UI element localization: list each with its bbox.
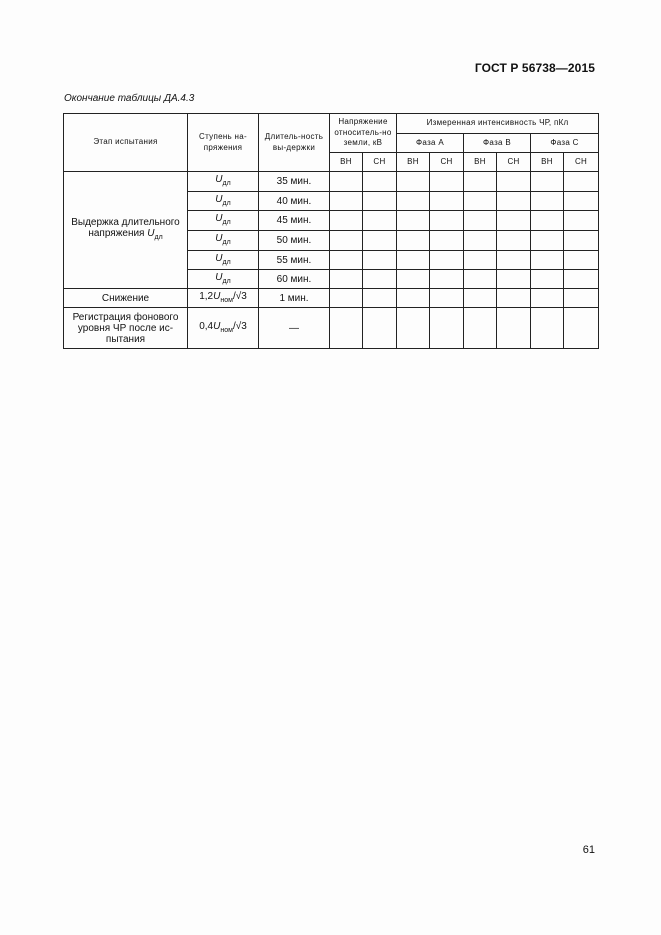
measurement-cell: [464, 231, 497, 251]
measurement-cell: [430, 270, 464, 289]
col-step-header: Ступень на-пряжения: [188, 114, 259, 172]
measurement-cell: [564, 231, 599, 251]
step-subscript: дл: [222, 239, 231, 246]
measurement-cell: [564, 172, 599, 192]
measurement-cell: [430, 251, 464, 270]
phase-c-header: Фаза С: [531, 134, 599, 153]
step-suffix: /√3: [232, 320, 247, 332]
measurement-cell: [497, 251, 531, 270]
hold-duration: 50 мин.: [259, 231, 330, 251]
step-variable: U: [215, 193, 223, 205]
step-variable: U: [215, 252, 223, 264]
step-subscript: дл: [222, 180, 231, 187]
measurement-cell: [363, 211, 397, 231]
voltage-sn-header: СН: [363, 153, 397, 172]
measurement-cell: [531, 289, 564, 308]
measurement-cell: [531, 192, 564, 211]
measurement-cell: [397, 192, 430, 211]
measurement-cell: [363, 192, 397, 211]
measurement-cell: [531, 231, 564, 251]
measurement-cell: [430, 192, 464, 211]
hold-step: [188, 192, 259, 211]
measurement-cell: [363, 270, 397, 289]
page-number: 61: [582, 844, 595, 856]
measurement-cell: [363, 172, 397, 192]
measurement-cell: [464, 192, 497, 211]
stage-hold-subscript: дл: [154, 234, 163, 241]
phase-c-vn-header: ВН: [531, 153, 564, 172]
measurement-cell: [330, 192, 363, 211]
background-duration: —: [259, 308, 330, 349]
measurement-cell: [564, 192, 599, 211]
step-variable: U: [213, 290, 221, 302]
measurement-cell: [330, 289, 363, 308]
step-variable: U: [215, 174, 223, 185]
measurement-cell: [464, 270, 497, 289]
phase-a-vn-header: ВН: [397, 153, 430, 172]
measurement-cell: [363, 251, 397, 270]
phase-b-vn-header: ВН: [464, 153, 497, 172]
test-table: [63, 113, 599, 349]
phase-c-sn-header: СН: [564, 153, 599, 172]
measurement-cell: [464, 172, 497, 192]
col-voltage-header: Напряжение относитель-но земли, кВ: [330, 114, 397, 153]
measurement-cell: [363, 231, 397, 251]
measurement-cell: [397, 289, 430, 308]
hold-step: [188, 251, 259, 270]
hold-duration: 55 мин.: [259, 251, 330, 270]
measurement-cell: [564, 270, 599, 289]
measurement-cell: [330, 270, 363, 289]
measurement-cell: [497, 270, 531, 289]
standard-header: ГОСТ Р 56738—2015: [474, 61, 595, 75]
stage-background: Регистрация фонового уровня ЧР после ис-пытания: [64, 308, 188, 349]
step-subscript: дл: [222, 258, 231, 266]
hold-row: [64, 172, 599, 192]
measurement-cell: [531, 308, 564, 349]
col-stage-header: Этап испытания: [64, 114, 188, 172]
step-variable: U: [215, 213, 223, 224]
measurement-cell: [397, 211, 430, 231]
hold-duration: 40 мин.: [259, 192, 330, 211]
measurement-cell: [464, 289, 497, 308]
measurement-cell: [397, 231, 430, 251]
measurement-cell: [430, 289, 464, 308]
step-variable: U: [215, 233, 223, 244]
background-step: [188, 308, 259, 349]
hold-step: [188, 172, 259, 192]
measurement-cell: [330, 308, 363, 349]
measurement-cell: [397, 172, 430, 192]
measurement-cell: [330, 172, 363, 192]
hold-duration: 45 мин.: [259, 211, 330, 231]
phase-b-sn-header: СН: [497, 153, 531, 172]
voltage-vn-header: ВН: [330, 153, 363, 172]
hold-step: [188, 211, 259, 231]
table-caption: Окончание таблицы ДА.4.3: [64, 93, 195, 104]
measurement-cell: [430, 172, 464, 192]
measurement-cell: [531, 211, 564, 231]
measurement-cell: [564, 211, 599, 231]
decrease-row: [64, 289, 599, 308]
measurement-cell: [397, 270, 430, 289]
measurement-cell: [430, 308, 464, 349]
measurement-cell: [497, 211, 531, 231]
step-subscript: ном: [220, 296, 233, 304]
stage-hold-text: Выдержка длительного напряжения: [71, 217, 180, 239]
measurement-cell: [531, 270, 564, 289]
hold-duration: 35 мин.: [259, 172, 330, 192]
hold-duration: 60 мин.: [259, 270, 330, 289]
table-header-row: [64, 114, 599, 134]
measurement-cell: [497, 192, 531, 211]
measurement-cell: [397, 308, 430, 349]
step-subscript: ном: [220, 326, 233, 334]
step-variable: U: [213, 320, 221, 332]
measurement-cell: [497, 308, 531, 349]
measurement-cell: [531, 251, 564, 270]
measurement-cell: [430, 231, 464, 251]
measurement-cell: [464, 211, 497, 231]
stage-hold-variable: U: [147, 228, 155, 239]
phase-b-header: Фаза В: [464, 134, 531, 153]
measurement-cell: [330, 211, 363, 231]
hold-step: [188, 270, 259, 289]
measurement-cell: [330, 231, 363, 251]
measurement-cell: [363, 308, 397, 349]
measurement-cell: [564, 308, 599, 349]
measurement-cell: [497, 231, 531, 251]
measurement-cell: [363, 289, 397, 308]
decrease-duration: 1 мин.: [259, 289, 330, 308]
step-subscript: дл: [222, 219, 231, 226]
phase-a-sn-header: СН: [430, 153, 464, 172]
table-body: [64, 172, 599, 349]
measurement-cell: [531, 172, 564, 192]
col-intensity-header: Измеренная интенсивность ЧР, пКл: [397, 114, 599, 134]
step-variable: U: [215, 271, 223, 283]
measurement-cell: [430, 211, 464, 231]
stage-hold: [64, 172, 188, 289]
measurement-cell: [397, 251, 430, 270]
step-suffix: /√3: [232, 290, 247, 302]
measurement-cell: [497, 172, 531, 192]
measurement-cell: [564, 251, 599, 270]
measurement-cell: [564, 289, 599, 308]
step-coefficient: 0,4: [199, 320, 214, 332]
step-coefficient: 1,2: [199, 290, 214, 302]
decrease-step: [188, 289, 259, 308]
phase-a-header: Фаза А: [397, 134, 464, 153]
measurement-cell: [330, 251, 363, 270]
step-subscript: дл: [222, 277, 231, 285]
col-duration-header: Длитель-ность вы-держки: [259, 114, 330, 172]
measurement-cell: [464, 308, 497, 349]
measurement-cell: [497, 289, 531, 308]
hold-step: [188, 231, 259, 251]
measurement-cell: [464, 251, 497, 270]
stage-decrease: Снижение: [64, 289, 188, 308]
background-row: [64, 308, 599, 349]
step-subscript: дл: [222, 199, 231, 207]
